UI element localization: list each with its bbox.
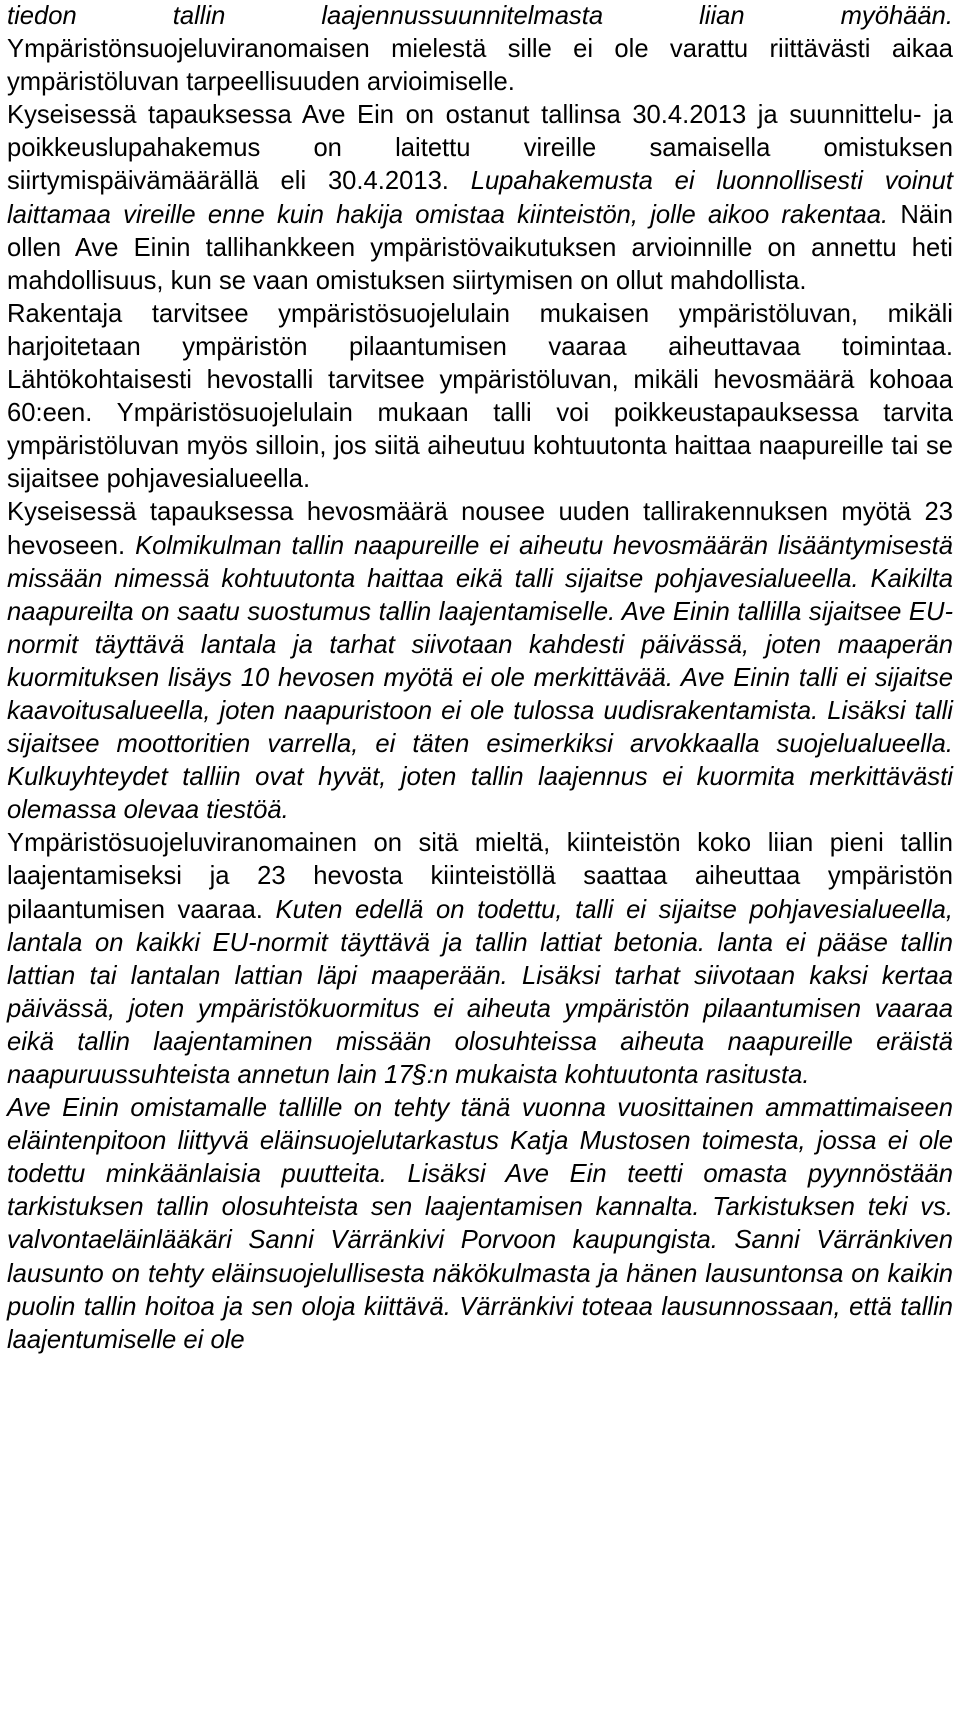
paragraph-text: Kyseisessä tapauksessa hevosmäärä nousee uuden tallirakennuksen myötä 23 hevoseen.: [7, 498, 953, 560]
paragraph: [7, 1092, 953, 1357]
paragraph-text: Ave Einin omistamalle tallille on tehty tänä vuonna vuosittainen ammattimaiseen eläintenpitoon liittyvä eläinsuojelutarkastus Katja Mustosen toimesta, jossa ei ole todettu minkäänlaisia puutteita. Lisäksi Ave Ein teetti omasta pyynnöstään tarkistuksen tallin olosuhteista sen laajentamisen kannalta. Tarkistuksen teki vs. valvontaeläinlääkäri Sanni Värränkivi Porvoon kaupungista. Sanni Värränkiven lausunto on tehty eläinsuojelullisesta näkökulmasta ja hänen lausuntonsa on kaikin puolin tallin hoitoa ja sen oloja kiittävä. Värränkivi toteaa lausunnossaan, että tallin laajentumiselle ei ole: [7, 1094, 953, 1354]
document-page: [7, 0, 953, 1357]
paragraph-text: Rakentaja tarvitsee ympäristösuojelulain mukaisen ympäristöluvan, mikäli harjoitetaan ympäristön pilaantumisen vaaraa aiheuttavaa toimintaa. Lähtökohtaisesti hevostalli tarvitsee ympäristöluvan, mikäli hevosmäärä kohoaa 60:een. Ympäristösuojelulain mukaan talli voi poikkeustapauksessa tarvita ympäristöluvan myös silloin, jos siitä aiheutuu kohtuutonta haittaa naapureille tai se sijaitsee pohjavesialueella.: [7, 299, 953, 494]
paragraph: [7, 496, 953, 827]
paragraph-text: Kolmikulman tallin naapureille ei aiheutu hevosmäärän lisääntymisestä missään nimessä kohtuutonta haittaa eikä talli sijaitse pohjavesialueella. Kaikilta naapureilta on saatu suostumus tallin laajentamiselle. Ave Einin tallilla sijaitsee EU-normit täyttävä lantala ja tarhat siivotaan kahdesti päivässä, joten maaperän kuormituksen lisäys 10 hevosen myötä ei ole merkittävää. Ave Einin talli ei sijaitse kaavoitusalueella, joten naapuristoon ei ole tulossa uudisrakentamista. Lisäksi talli sijaitsee moottoritien varrella, ei täten esimerkiksi arvokkaalla suojelualueella. Kulkuyhteydet talliin ovat hyvät, joten tallin laajennus ei kuormita merkittävästi olemassa olevaa tiestöä.: [7, 531, 953, 825]
paragraph-text: Lupahakemusta ei luonnollisesti voinut laittamaa vireille enne kuin hakija omistaa kiinteistön, jolle aikoo rakentaa.: [7, 167, 953, 229]
paragraph: [7, 827, 953, 1092]
paragraph: [7, 298, 953, 497]
paragraph-text: Ympäristönsuojeluviranomaisen mielestä sille ei ole varattu riittävästi aikaa ympäristöluvan tarpeellisuuden arvioimiselle.: [7, 35, 953, 97]
paragraph-text: tiedon tallin laajennussuunnitelmasta liian myöhään.: [7, 2, 953, 30]
paragraph: [7, 99, 953, 298]
paragraph-text: Ympäristösuojeluviranomainen on sitä mieltä, kiinteistön koko liian pieni tallin laajentamiseksi ja 23 hevosta kiinteistöllä saattaa aiheuttaa ympäristön pilaantumisen vaaraa.: [7, 829, 953, 924]
paragraph-text: Kyseisessä tapauksessa Ave Ein on ostanut tallinsa 30.4.2013 ja suunnittelu- ja poikkeuslupahakemus on laitettu vireille samaisella omistuksen siirtymispäivämäärällä eli 30.4.2013.: [7, 101, 953, 196]
paragraph: [7, 0, 953, 99]
paragraph-text: Kuten edellä on todettu, talli ei sijaitse pohjavesialueella, lantala on kaikki EU-normit täyttävä ja tallin lattiat betonia. lanta ei pääse tallin lattian tai lantalan lattian läpi maaperään. Lisäksi tarhat siivotaan kaksi kertaa päivässä, joten ympäristökuormitus ei aiheuta ympäristön pilaantumisen vaaraa eikä tallin laajentaminen missään olosuhteissa aiheuta naapureille eräistä naapuruussuhteista annetun lain 17§:n mukaista kohtuutonta rasitusta.: [7, 895, 953, 1089]
paragraph-text: Näin ollen Ave Einin tallihankkeen ympäristövaikutuksen arvioinnille on annettu heti mahdollisuus, kun se vaan omistuksen siirtymisen on ollut mahdollista.: [7, 200, 953, 295]
